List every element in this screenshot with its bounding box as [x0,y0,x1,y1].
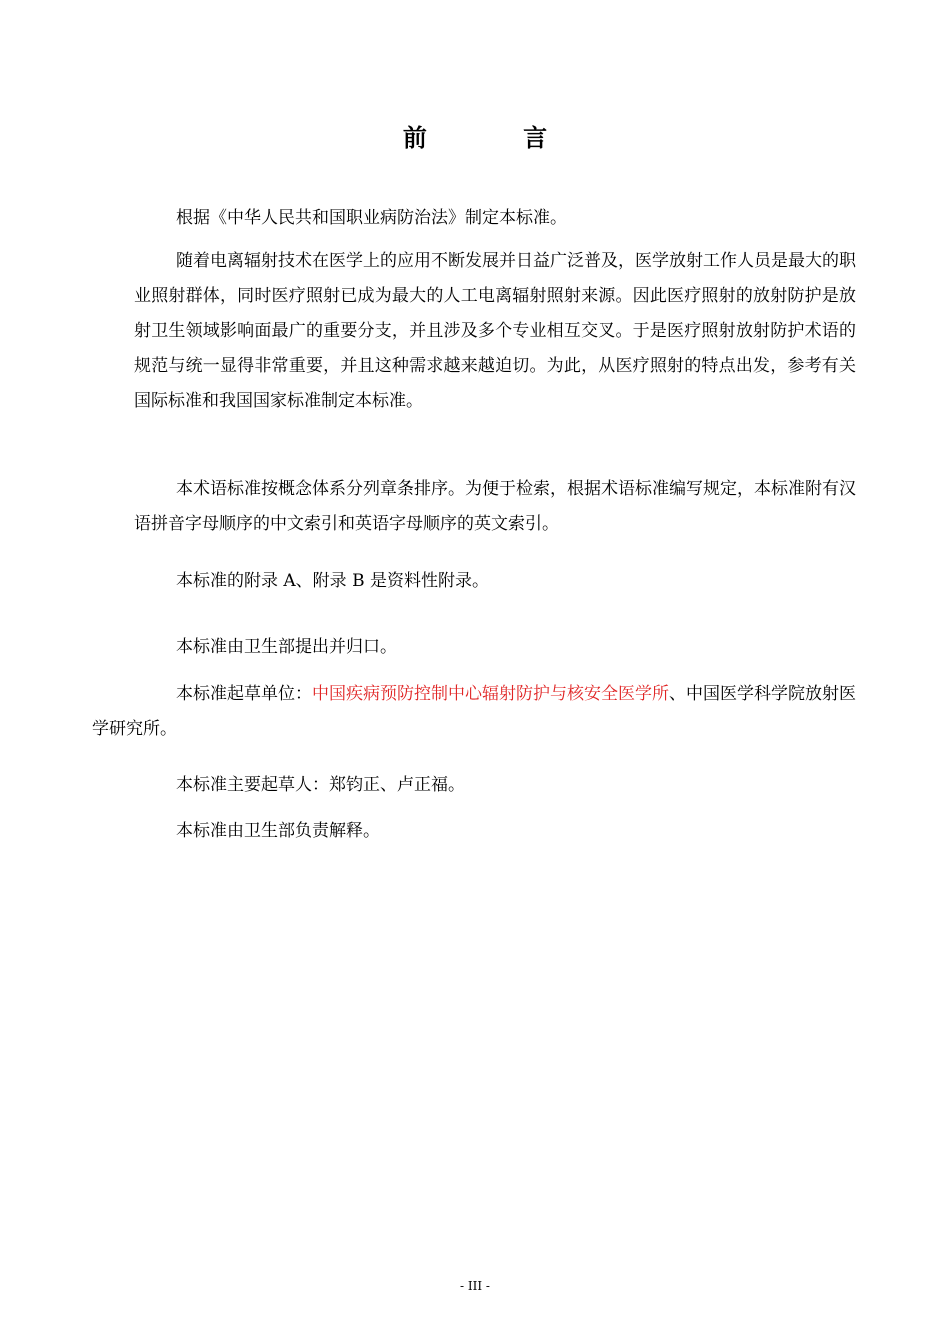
page-title: 前 言 [402,123,592,152]
drafting-units-label: 本标准起草单位： [176,684,312,704]
paragraph-appendix: 本标准的附录 A、附录 B 是资料性附录。 [176,571,489,591]
drafting-unit-highlight: 中国疾病预防控制中心辐射防护与核安全医学所 [312,684,669,704]
paragraph-legal-basis: 根据《中华人民共和国职业病防治法》制定本标准。 [176,208,567,228]
drafting-units-suffix: 、中国医学科学院放射医学研究所。 [92,684,856,739]
paragraph-interpretation: 本标准由卫生部负责解释。 [176,821,380,841]
paragraph-proposer: 本标准由卫生部提出并归口。 [176,637,397,657]
paragraph-drafting-units [92,677,856,747]
paragraph-structure: 本术语标准按概念体系分列章条排序。为便于检索，根据术语标准编写规定，本标准附有汉语拼音字母顺序的中文索引和英语字母顺序的英文索引。 [134,479,856,534]
page-number: - III - [460,1279,490,1293]
paragraph-background: 随着电离辐射技术在医学上的应用不断发展并日益广泛普及，医学放射工作人员是最大的职业照射群体，同时医疗照射已成为最大的人工电离辐射照射来源。因此医疗照射的放射防护是放射卫生领域影响面最广的重要分支，并且涉及多个专业相互交叉。于是医疗照射放射防护术语的规范与统一显得非常重要，并且这种需求越来越迫切。为此，从医疗照射的特点出发，参考有关国际标准和我国国家标准制定本标准。 [134,251,856,411]
paragraph-drafters: 本标准主要起草人：郑钧正、卢正福。 [176,775,465,795]
